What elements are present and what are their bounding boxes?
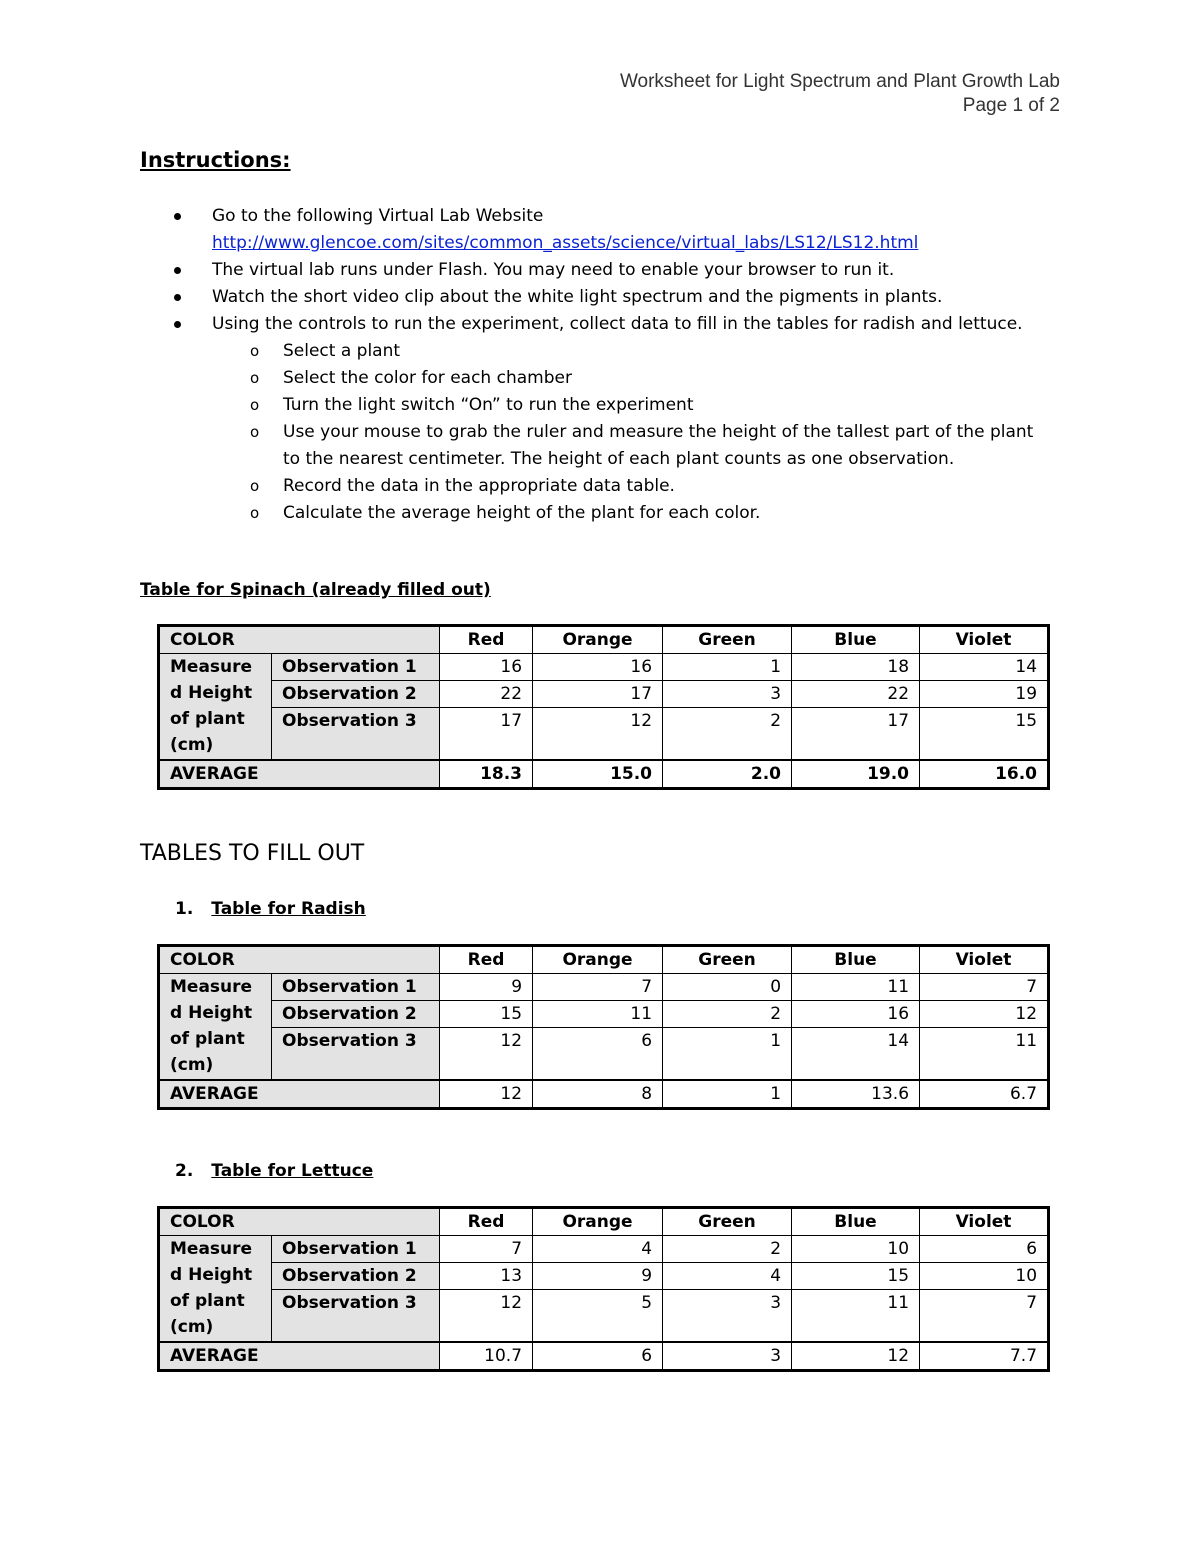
color-blue-header: Blue	[792, 1208, 920, 1236]
table-cell: 2	[663, 708, 792, 760]
circle-bullet-icon: o	[250, 396, 260, 414]
measured-height-label: Measure d Height of plant (cm)	[159, 1236, 272, 1342]
color-green-header: Green	[663, 1208, 792, 1236]
average-label: AVERAGE	[159, 1342, 440, 1371]
table-cell[interactable]: 11	[533, 1001, 663, 1028]
color-header: COLOR	[159, 946, 440, 974]
average-cell[interactable]: 12	[792, 1342, 920, 1371]
color-green-header: Green	[663, 626, 792, 654]
average-cell[interactable]: 13.6	[792, 1080, 920, 1109]
table-cell[interactable]: 9	[533, 1263, 663, 1290]
table-cell[interactable]: 4	[663, 1263, 792, 1290]
observation-label: Observation 2	[272, 1263, 440, 1290]
table-cell: 1	[663, 654, 792, 681]
color-header: COLOR	[159, 1208, 440, 1236]
average-cell[interactable]: 6	[533, 1342, 663, 1371]
circle-bullet-icon: o	[250, 477, 260, 495]
table-cell[interactable]: 7	[533, 974, 663, 1001]
color-red-header: Red	[440, 946, 533, 974]
spinach-table	[157, 624, 1050, 790]
table-cell[interactable]: 15	[440, 1001, 533, 1028]
observation-label: Observation 2	[272, 1001, 440, 1028]
average-cell[interactable]: 10.7	[440, 1342, 533, 1371]
table-cell[interactable]: 7	[920, 974, 1049, 1001]
average-cell[interactable]: 8	[533, 1080, 663, 1109]
observation-label: Observation 2	[272, 681, 440, 708]
table-cell[interactable]: 13	[440, 1263, 533, 1290]
observation-label: Observation 3	[272, 1028, 440, 1080]
lettuce-table	[157, 1206, 1050, 1372]
worksheet-title: Worksheet for Light Spectrum and Plant Growth Lab	[619, 71, 1060, 92]
list-item: Go to the following Virtual Lab Website http://www.glencoe.com/sites/common_assets/science/virtual_labs/LS12/LS12.html	[170, 203, 1070, 257]
average-cell[interactable]: 6.7	[920, 1080, 1049, 1109]
table-cell[interactable]: 2	[663, 1236, 792, 1263]
table-cell[interactable]: 14	[792, 1028, 920, 1080]
radish-table-label: 1. Table for Radish	[175, 899, 366, 919]
table-cell: 12	[533, 708, 663, 760]
sub-list-item: o Record the data in the appropriate data table.	[170, 473, 1070, 500]
measured-height-label: Measure d Height of plant (cm)	[159, 654, 272, 760]
measured-height-label: Measure d Height of plant (cm)	[159, 974, 272, 1080]
bullet-icon	[174, 267, 181, 274]
table-cell[interactable]: 2	[663, 1001, 792, 1028]
sub-list-item: o Use your mouse to grab the ruler and measure the height of the tallest part of the plant to the nearest centimeter. The height of each plant counts as one observation.	[170, 419, 1070, 473]
bullet-icon	[174, 321, 181, 328]
average-cell: 19.0	[792, 760, 920, 789]
average-cell[interactable]: 7.7	[920, 1342, 1049, 1371]
table-cell: 17	[533, 681, 663, 708]
observation-label: Observation 1	[272, 654, 440, 681]
color-header: COLOR	[159, 626, 440, 654]
color-violet-header: Violet	[920, 626, 1049, 654]
table-cell: 14	[920, 654, 1049, 681]
table-cell[interactable]: 7	[920, 1290, 1049, 1342]
average-cell[interactable]: 3	[663, 1342, 792, 1371]
sub-list-item: o Select the color for each chamber	[170, 365, 1070, 392]
table-cell[interactable]: 12	[440, 1290, 533, 1342]
color-orange-header: Orange	[533, 626, 663, 654]
color-orange-header: Orange	[533, 946, 663, 974]
circle-bullet-icon: o	[250, 369, 260, 387]
color-red-header: Red	[440, 1208, 533, 1236]
table-cell[interactable]: 11	[792, 1290, 920, 1342]
table-cell[interactable]: 11	[920, 1028, 1049, 1080]
table-cell[interactable]: 9	[440, 974, 533, 1001]
table-cell[interactable]: 15	[792, 1263, 920, 1290]
table-cell[interactable]: 6	[920, 1236, 1049, 1263]
table-cell[interactable]: 12	[920, 1001, 1049, 1028]
average-cell: 15.0	[533, 760, 663, 789]
color-violet-header: Violet	[920, 1208, 1049, 1236]
observation-label: Observation 3	[272, 708, 440, 760]
lettuce-table-label: 2. Table for Lettuce	[175, 1161, 374, 1181]
circle-bullet-icon: o	[250, 423, 260, 441]
instructions-list	[170, 203, 1070, 527]
color-orange-header: Orange	[533, 1208, 663, 1236]
average-label: AVERAGE	[159, 760, 440, 789]
instructions-title: Instructions:	[140, 148, 291, 172]
table-cell: 18	[792, 654, 920, 681]
table-cell[interactable]: 0	[663, 974, 792, 1001]
table-cell[interactable]: 10	[792, 1236, 920, 1263]
table-cell[interactable]: 6	[533, 1028, 663, 1080]
spinach-table-label: Table for Spinach (already filled out)	[140, 580, 491, 600]
color-blue-header: Blue	[792, 626, 920, 654]
bullet-icon	[174, 294, 181, 301]
table-cell: 17	[440, 708, 533, 760]
average-cell: 2.0	[663, 760, 792, 789]
table-cell[interactable]: 16	[792, 1001, 920, 1028]
table-cell: 16	[533, 654, 663, 681]
table-cell: 17	[792, 708, 920, 760]
color-red-header: Red	[440, 626, 533, 654]
color-green-header: Green	[663, 946, 792, 974]
color-blue-header: Blue	[792, 946, 920, 974]
page-number: Page 1 of 2	[962, 95, 1060, 116]
table-cell: 22	[792, 681, 920, 708]
sub-list-item: o Select a plant	[170, 338, 1070, 365]
circle-bullet-icon: o	[250, 504, 260, 522]
radish-table	[157, 944, 1050, 1110]
observation-label: Observation 1	[272, 1236, 440, 1263]
list-item: Watch the short video clip about the white light spectrum and the pigments in plants.	[170, 284, 1070, 311]
color-violet-header: Violet	[920, 946, 1049, 974]
table-cell[interactable]: 5	[533, 1290, 663, 1342]
table-cell[interactable]: 12	[440, 1028, 533, 1080]
sub-list-item: o Calculate the average height of the plant for each color.	[170, 500, 1070, 527]
table-cell: 16	[440, 654, 533, 681]
bullet-icon	[174, 213, 181, 220]
circle-bullet-icon: o	[250, 342, 260, 360]
sub-list-item: o Turn the light switch “On” to run the experiment	[170, 392, 1070, 419]
list-item: The virtual lab runs under Flash. You may need to enable your browser to run it.	[170, 257, 1070, 284]
table-cell[interactable]: 11	[792, 974, 920, 1001]
table-cell: 22	[440, 681, 533, 708]
average-cell[interactable]: 1	[663, 1080, 792, 1109]
average-cell: 18.3	[440, 760, 533, 789]
table-cell: 3	[663, 681, 792, 708]
table-cell[interactable]: 4	[533, 1236, 663, 1263]
average-cell[interactable]: 12	[440, 1080, 533, 1109]
list-item: Using the controls to run the experiment, collect data to fill in the tables for radish and lettuce.	[170, 311, 1070, 338]
average-cell: 16.0	[920, 760, 1049, 789]
table-cell[interactable]: 10	[920, 1263, 1049, 1290]
virtual-lab-link[interactable]: http://www.glencoe.com/sites/common_assets/science/virtual_labs/LS12/LS12.html	[212, 233, 919, 253]
table-cell[interactable]: 3	[663, 1290, 792, 1342]
tables-to-fill-heading: TABLES TO FILL OUT	[140, 841, 365, 866]
observation-label: Observation 1	[272, 974, 440, 1001]
observation-label: Observation 3	[272, 1290, 440, 1342]
table-cell[interactable]: 7	[440, 1236, 533, 1263]
average-label: AVERAGE	[159, 1080, 440, 1109]
page-header	[620, 70, 1060, 118]
table-cell: 15	[920, 708, 1049, 760]
table-cell[interactable]: 1	[663, 1028, 792, 1080]
table-cell: 19	[920, 681, 1049, 708]
